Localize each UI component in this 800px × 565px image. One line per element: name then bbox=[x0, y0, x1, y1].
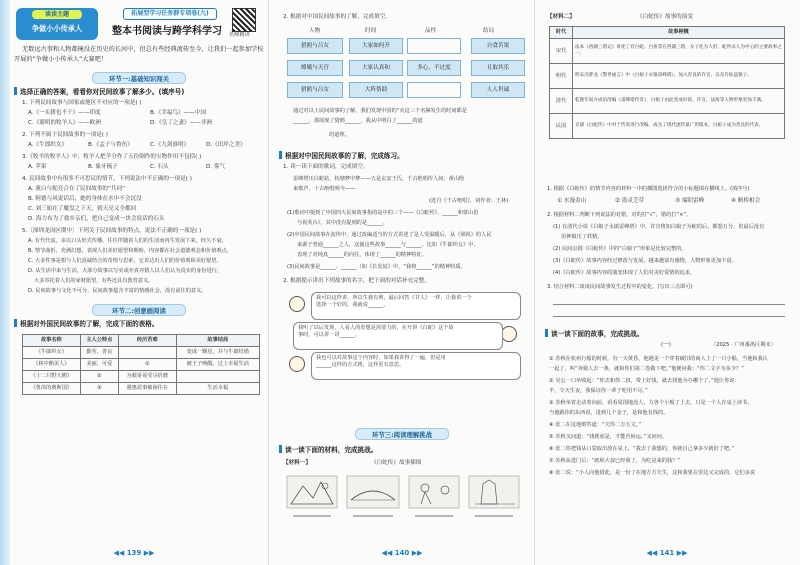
char-table-header: 时间 bbox=[365, 28, 377, 34]
intro-line-2: 开展的“争做小小传承人”大赛吧！ bbox=[14, 56, 108, 63]
p3-q3-stem: 3. 结合材料二谈谈民间故事发生过程中的变化。(写出三点即可) bbox=[547, 284, 693, 290]
table-cell: 《林中鹅美人》 bbox=[23, 359, 81, 371]
section-3-heading: 根据对中国民间故事的了解，完成练习。 bbox=[285, 151, 404, 160]
p3-q1-stem: 1. 根据《白蛇传》的情节内容的材料一中的插图选择符合的小标题填在横线上。(填序号) bbox=[547, 186, 750, 192]
p3-q2-item-4[interactable]: (4)《白蛇传》故事内容的演变体现了人们对美好爱情的追求。 bbox=[553, 270, 696, 276]
q5-option-c-cont: 大多寄托着人们的家财愿望，有些还具有教育意义。 bbox=[34, 278, 154, 284]
page-number-value: 139 bbox=[126, 549, 142, 557]
story-para-4: ④ 张二在这地则答道：“欠你二万五文。” bbox=[549, 422, 642, 428]
material-2-label: 【材料二】 bbox=[547, 14, 575, 20]
section-5 bbox=[545, 328, 643, 337]
q3-option-c[interactable]: C. 石头 bbox=[150, 164, 169, 170]
q5-option-a[interactable]: A. 有代代流，多以口头形式传播，往往伴随着人们的生活而再生发展下来，经久不衰。 bbox=[28, 238, 227, 244]
table-cell: 变成一颗星，并与牛郎结婚 bbox=[176, 347, 259, 359]
material-2-title: 《白蛇传》故事的演变 bbox=[637, 14, 693, 20]
section-5-heading: 读一读下面的故事，完成挑战。 bbox=[551, 329, 644, 338]
qr-code-icon[interactable] bbox=[232, 8, 256, 32]
q5-option-c[interactable]: D. 从生活中来与生活，大部分故事以写实或亦真亦假人以人们认为真实的身份进行， bbox=[28, 268, 223, 274]
table-cell: 被王子唤醒，过上幸福生活 bbox=[176, 359, 259, 371]
page-141 bbox=[534, 0, 800, 565]
q3-part-2[interactable]: (2)中国民间故事在流传中，通过改编适当的方式讲述了是人受温暖后，从《梁祝》的人民 bbox=[287, 232, 492, 238]
p2-q3-1-stem: 1. 读一读下面的歌词，完成填空。 bbox=[283, 164, 369, 170]
q2-option-b[interactable]: B.《孟子与鲁鱼》 bbox=[88, 142, 133, 148]
trait-cell[interactable]: 多心，不过度 bbox=[407, 60, 461, 76]
time-cell[interactable]: 大家如何开 bbox=[349, 38, 403, 54]
p3-q1-option-3[interactable]: ③ 端阳雷峰 bbox=[675, 198, 705, 204]
table-header: 故事名称 bbox=[23, 335, 81, 347]
table-header: 主人公特点 bbox=[80, 335, 118, 347]
table-cell: 宋代 bbox=[550, 39, 573, 64]
page-number-value: 141 bbox=[659, 549, 675, 557]
q3-part-1-cont[interactable]: 与祝英台》，其中没有提到的是______。 bbox=[297, 220, 388, 226]
section-marker bbox=[545, 329, 548, 337]
bubble-2-line-2[interactable]: 事时，可以讲一讲______。 bbox=[298, 331, 361, 338]
qr-caption: 名师精讲 bbox=[229, 32, 250, 38]
char-match-grid bbox=[287, 38, 527, 104]
q3-part-2-cont2[interactable]: 表现了对纯真______的向往，体现了______的精神特征。 bbox=[297, 252, 427, 258]
answer-line[interactable] bbox=[553, 304, 785, 305]
table-row bbox=[23, 347, 260, 359]
bubble-2-line-1: 我听了以后发现，人看人的发想是需要力的，在开讲《白蛇》这个故 bbox=[298, 325, 454, 331]
table-cell: 美丽，可爱 bbox=[80, 359, 118, 371]
q2-option-a[interactable]: A.《牛郎织女》 bbox=[28, 142, 68, 148]
folk-story-table bbox=[22, 334, 260, 395]
q1-stem: 1. 下列民间故事与国家或地区不对应的一项是( ) bbox=[22, 100, 142, 106]
section-1-heading: 选择正确的答案，看看你对民间故事了解多少。(填序号) bbox=[20, 87, 185, 96]
story-evolution-table bbox=[549, 26, 785, 139]
char-cell[interactable]: 猎鸥与吕女 bbox=[287, 82, 343, 98]
section-marker bbox=[14, 87, 17, 95]
table-cell: 明代 bbox=[550, 64, 573, 89]
time-cell[interactable]: 大阵帮助 bbox=[349, 82, 403, 98]
char-cell[interactable]: 猎鸥与吕女 bbox=[287, 38, 343, 54]
section-3 bbox=[279, 150, 404, 159]
table-header: 故事结局 bbox=[176, 335, 259, 347]
story-number: (一) bbox=[661, 342, 671, 348]
trait-cell[interactable] bbox=[407, 82, 461, 98]
q1-option-a[interactable]: A.《一头猪也不干》——印度 bbox=[28, 110, 101, 116]
bubble-3-line-2[interactable]: ______这样的方式将，这样更有意思。 bbox=[316, 361, 405, 368]
section-4 bbox=[279, 444, 377, 453]
theme-tag-top: 读读主题 bbox=[32, 10, 82, 19]
q4-option-c[interactable]: C. 刘三姐在了魔盘之下天，到天亮又全都回 bbox=[28, 206, 137, 212]
table-header: 经历苦难 bbox=[118, 335, 176, 347]
p3-q2-item-3[interactable]: (3)《白蛇传》故事内容经过修改与发展，越来越富有感情，人物形象更加丰富。 bbox=[553, 258, 737, 264]
page-title: 整本书阅读与跨学科学习 bbox=[112, 26, 222, 37]
story-para-3: ③ 苏秋举着走动着向前，看看周围地没人，方各个小船了上去，只见一个人在桌上读书， bbox=[549, 400, 753, 406]
ending-cell[interactable]: 人人坦诚 bbox=[471, 82, 525, 98]
page-number: ◀◀ 140 ▶▶ bbox=[381, 549, 423, 557]
table-cell: 法本《西湖三塔记》讲述了有白蛇、白鱼等在西湖三塔，女子化为人形，蛇所杀人为中心的主要故事之一。 bbox=[573, 39, 785, 64]
answer-line[interactable] bbox=[553, 316, 785, 317]
table-cell: 京剧《白蛇传》中对于传说进行改编，成为了现代流传最广的版本，白娘子成为善良的代表。 bbox=[573, 114, 785, 139]
q1-option-b[interactable]: B.《幸福鸟》——中国 bbox=[150, 110, 206, 116]
q5-option-b[interactable]: B. 情节曲折，充满幻想，表现人们美好愿望和期盼，内容都在社会道德观念和价值观点， bbox=[28, 248, 232, 254]
page-number-value: 140 bbox=[394, 549, 410, 557]
table-row bbox=[550, 39, 785, 64]
summary-line-2[interactable]: ______，那展现了猎鸥______，我从中明白了______的道 bbox=[293, 118, 423, 124]
table-row bbox=[23, 371, 260, 383]
story-para-7: ⑦ 苏秋从进门后：“就和大叔已经我了，为吃是来的钱？” bbox=[549, 458, 680, 464]
story-para-5: ⑤ 苏秋又问道：“钱到底是，才能否转运。”又问问。 bbox=[549, 434, 668, 440]
q2-stem: 2. 下列不属于民间故事的一项是( ) bbox=[22, 132, 108, 138]
table-cell[interactable]: ① bbox=[118, 359, 176, 371]
char-table-header: 品性 bbox=[425, 28, 437, 34]
page-number: ◀◀ 139 ▶▶ bbox=[113, 549, 155, 557]
page-140 bbox=[268, 0, 535, 565]
page-number: ◀◀ 141 ▶▶ bbox=[646, 549, 688, 557]
char-table-header: 结局 bbox=[483, 28, 495, 34]
song-source: (选自《千古绝唱》，词作者：王林) bbox=[429, 198, 509, 204]
bubble-1-line-1: 我可以这样讲，所以生我有利，最后回答《甘人》一样，让我讲一个 bbox=[316, 295, 472, 301]
section-4-heading: 读一读下面的材料，完成挑战。 bbox=[285, 445, 378, 454]
table-cell: 《十二只野天鹅》 bbox=[23, 371, 81, 383]
section-marker bbox=[14, 319, 17, 327]
speech-bubble-3 bbox=[311, 352, 521, 380]
section-1 bbox=[14, 86, 184, 95]
story-para-1-cont: 一起了，叫“奔骑人去一条，就和你们第二卷做下吧。”他便问我：“你二文字为多少？” bbox=[549, 366, 744, 372]
table-cell: 为救哥哥受尽折磨 bbox=[118, 371, 176, 383]
banner-round-1: 环节一:基础知识闯关 bbox=[92, 72, 186, 84]
story-para-1: ① 苏秋在杭州行船的时候，有一天黄昏，他遇见一个穿着破旧的商人上了一只小船，当他和我认 bbox=[549, 356, 768, 362]
p3-q2-item-1-cont: 用神镇压了妖精。 bbox=[561, 234, 603, 240]
q4-option-b[interactable]: B. 阿德与风说话后，她的身体在水中不会沉没 bbox=[28, 196, 142, 202]
q3-option-a[interactable]: A. 苹果 bbox=[28, 164, 47, 170]
table-cell[interactable] bbox=[176, 371, 259, 383]
p3-q2-stem: 2. 根据材料二判断下列说法的对错，对的打“√”，错的打“×”。 bbox=[547, 212, 692, 218]
speech-bubble-1 bbox=[311, 292, 521, 320]
story-source: 〈2025 · 广州番禺区期末〉 bbox=[711, 342, 776, 348]
table-cell[interactable]: ③ bbox=[80, 383, 118, 395]
page-edge-strip bbox=[0, 0, 10, 565]
table-row bbox=[550, 64, 785, 89]
story-para-2: ② 吴公一口举收起：“你去和你二叔，带上好钱，就去找他为办哪个了。”他让你说： bbox=[549, 378, 740, 384]
student-avatar-icon bbox=[289, 356, 305, 372]
section-marker bbox=[279, 445, 282, 453]
p3-q2-item-1[interactable]: (1) 在清代小说《白娘子永镇雷峰塔》中，许宣将知白娘子为蛇的后，都怒万分，但最后没有 bbox=[553, 224, 765, 230]
p3-q1-option-4[interactable]: ④ 断桥相会 bbox=[731, 198, 761, 204]
table-cell: 清代 bbox=[550, 89, 573, 114]
story-para-8: ⑧ 张二说：“小人向他借此，是一份了在地方方夫生，这和我要在里边又完成的，它们多说 bbox=[549, 470, 756, 476]
student-avatar-icon bbox=[501, 326, 517, 342]
q4-option-a[interactable]: A. 董白与妮亮合在了民间故事的“共同” bbox=[28, 186, 125, 192]
illustration-4-icon bbox=[469, 476, 519, 508]
illustration-2-icon bbox=[347, 476, 399, 508]
table-cell: 乾隆年间方成培改编《雷峰塔传奇》，白娘子由此变成好妖，许宣、法海等人物形象更加丰满。 bbox=[573, 89, 785, 114]
speech-bubble-2 bbox=[293, 322, 503, 350]
theme-tag-main: 争做小小传承人 bbox=[31, 24, 83, 33]
ending-cell[interactable]: 自食苦果 bbox=[471, 38, 525, 54]
table-cell[interactable]: ② bbox=[80, 371, 118, 383]
q3-part-3[interactable]: (3)民间故事是______、______（如《长发姑》中，“我将______”的精神特质。 bbox=[287, 264, 466, 270]
time-cell[interactable]: 大家认真和 bbox=[349, 60, 403, 76]
q3-part-2-cont[interactable]: 来源于普通______之人，这使这些故事______与______，比如《牛郎织女》中， bbox=[297, 242, 479, 248]
illustration-3-icon bbox=[409, 476, 459, 508]
bubble-1-line-2[interactable]: 选择一个好的，我就说______。 bbox=[316, 301, 389, 308]
table-cell: 明末冯梦龙《警世通言》中《白娘子永镇雷峰塔》，加入善良的许宣，以及许仙盗银子。 bbox=[573, 64, 785, 89]
char-cell[interactable]: 嫦娥与天宫 bbox=[287, 60, 343, 76]
summary-line-3: 的道理。 bbox=[329, 132, 350, 138]
banner-round-3: 环节三:阅读理解挑战 bbox=[355, 428, 449, 440]
p3-q1-option-1[interactable]: ① 水漫金山 bbox=[557, 198, 587, 204]
summary-line-1: 通过对以上民间故事的了解，我们发现中国的“火这三个名赫发生的时间都是 bbox=[293, 108, 467, 114]
table-header: 故事梗概 bbox=[573, 27, 785, 39]
material-1-label: 【材料一】 bbox=[283, 460, 311, 466]
table-cell: 遇惠恶事被困住在 bbox=[118, 383, 176, 395]
q4-option-d[interactable]: D. 海力布为了救乡亲们，把自己变成一块会说话的石头 bbox=[28, 216, 165, 222]
p3-q1-option-2[interactable]: ② 盗灵芝草 bbox=[615, 198, 645, 204]
table-cell: 《牛郎织女》 bbox=[23, 347, 81, 359]
intro-line-1: 无数远古事和人物都掩没在历史的长河中，但总有些经典流传至今，让我们一起参加学校 bbox=[22, 46, 264, 53]
q3-part-1[interactable]: (1)歌词中提到了中国四大民间故事指的是中的三个——《白蛇传》、______和蒙山伯 bbox=[287, 210, 479, 216]
p3-q2-item-2[interactable]: (2) 民间京剧《白蛇传》中的“白娘子”形象是比较完整的。 bbox=[553, 246, 687, 252]
q4-stem: 4. 民间故事中有很多不可思议的情节，下列说法中不正确的一项是( ) bbox=[22, 176, 192, 182]
illustration-1-icon bbox=[287, 476, 337, 508]
q5-option-d[interactable]: D. 民间故事与文化不可分，民间故事蕴含丰富的情感社会，没有前往的意义。 bbox=[28, 288, 207, 294]
table-header-row bbox=[550, 27, 785, 39]
table-row bbox=[550, 114, 785, 139]
q3-option-d[interactable]: D. 雾气 bbox=[206, 164, 226, 170]
q3-stem: 3.《牧羊的牧羊人》中，牧羊人把羊分作了五份制作的宝物作用不包括( ) bbox=[22, 154, 202, 160]
story-para-6: ⑥ 张二你把钱从口袋取出放在桌上，“我去了我想的，你就自己拿多少就好了吧。” bbox=[549, 446, 735, 452]
q2-option-c[interactable]: C.《九剑谁明》 bbox=[150, 142, 190, 148]
illustration-strip bbox=[285, 474, 523, 520]
student-avatar-icon bbox=[289, 296, 305, 312]
trait-cell[interactable] bbox=[407, 38, 461, 54]
q1-option-c[interactable]: C.《聪明的牧羊人》——欧洲 bbox=[28, 120, 101, 126]
section-2 bbox=[14, 318, 158, 327]
material-1-title: 《白蛇传》故事插图 bbox=[371, 460, 422, 466]
q1-option-d[interactable]: D.《皇丁之妻》——非洲 bbox=[150, 120, 213, 126]
table-row bbox=[550, 89, 785, 114]
table-cell bbox=[118, 347, 176, 359]
song-line-2: 来歌声，十古绝唱明今—— bbox=[293, 186, 356, 192]
bubble-3-line-1: 我也可以对故事这个内容时，如果我讲得了一遍，但是用 bbox=[316, 355, 446, 361]
table-cell: 民国 bbox=[550, 114, 573, 139]
story-para-3-cont: 当他跟你的东西说，进到几个金子，是和他有钱的。 bbox=[549, 410, 669, 416]
ending-cell[interactable]: 且取其乐 bbox=[471, 60, 525, 76]
table-cell: 勤劳，善良 bbox=[80, 347, 118, 359]
song-line-1: 雷峰塔压白蛇姑，杭塘梦中梦——五是玄安王氏，千古绝唱传人间；黄山绘 bbox=[293, 176, 465, 182]
section-2-heading: 根据对外国民间故事的了解，完成下面的表格。 bbox=[20, 319, 159, 328]
table-cell: 《鲁滨的奥斯国》 bbox=[23, 383, 81, 395]
special-title: 拓展型学习任务群专项卷(九) bbox=[123, 8, 217, 20]
theme-tag bbox=[16, 8, 98, 40]
table-header: 时代 bbox=[550, 27, 573, 39]
table-header-row bbox=[23, 335, 260, 347]
banner-round-2: 环节二:创意画阅读 bbox=[92, 304, 186, 316]
char-table-header: 人物 bbox=[309, 28, 321, 34]
table-cell: 生活幸福 bbox=[176, 383, 259, 395]
q5-option-b-cont: C. 大多性事是根与人们真诚结合的奇情与思索，它表达出人们的价值观和美好愿望。 bbox=[28, 258, 222, 264]
p2-q2-stem: 2. 根据对中国民间故事的了解，完成填空。 bbox=[283, 14, 391, 20]
table-row bbox=[23, 383, 260, 395]
q5-stem: 5.〔深圳龙岗区期中〕下列关于民间故事的特点，说法不正确的一项是( ) bbox=[22, 228, 202, 234]
section-marker bbox=[279, 151, 282, 159]
table-row bbox=[23, 359, 260, 371]
story-para-2-cont: 半，令天生夜，我保证你一辈子吃用不尽。” bbox=[549, 388, 648, 394]
q2-option-d[interactable]: D.《田岸之美》 bbox=[206, 142, 246, 148]
p2-q3-2-stem: 2. 根据提示讲出下列故事的名字，把下面的对话补充完整。 bbox=[283, 278, 430, 284]
q3-option-b[interactable]: B. 象牙梳子 bbox=[88, 164, 118, 170]
page-139 bbox=[0, 0, 268, 565]
